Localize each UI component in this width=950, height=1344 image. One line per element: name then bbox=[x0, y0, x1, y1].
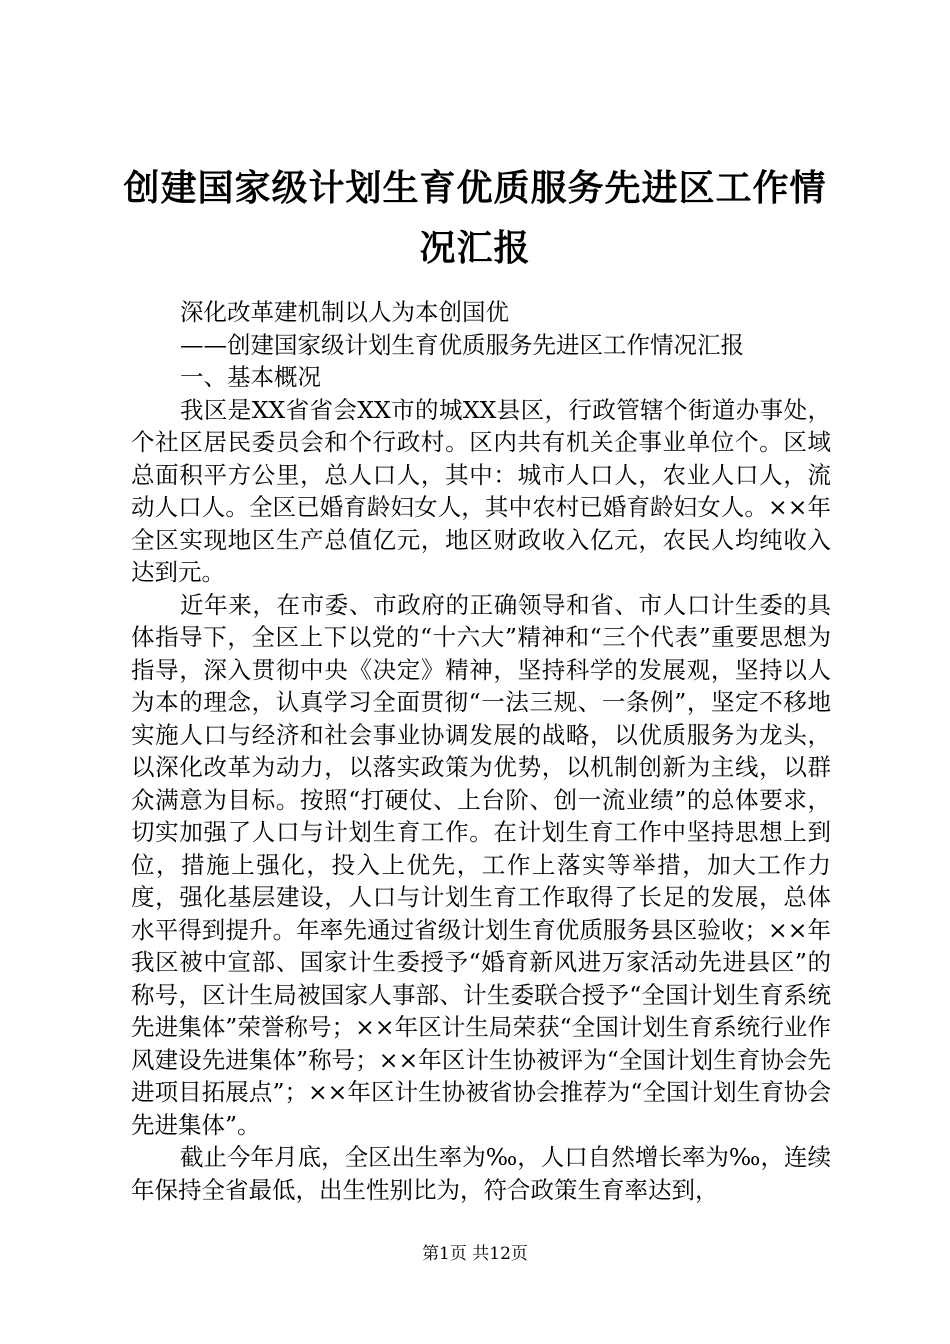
document-title: 创建国家级计划生育优质服务先进区工作情况汇报 bbox=[123, 167, 827, 269]
page-footer: 第1页 共12页 bbox=[422, 1244, 528, 1264]
subtitle-line-2: ——创建国家级计划生育优质服务先进区工作情况汇报 bbox=[180, 330, 744, 359]
section-heading-overview: 一、基本概况 bbox=[180, 363, 321, 391]
subtitle-line-1: 深化改革建机制以人为本创国优 bbox=[180, 298, 509, 326]
paragraph-achievements: 近年来，在市委、市政府的正确领导和省、市人口计生委的具体指导下，全区上下以党的“十六大”精神和“三个代表”重要思想为指导，深入贯彻中央《决定》精神，坚持科学的发展观，坚持以人为本的理念，认真学习全面贯彻“一法三规、一条例”，坚定不移地实施人口与经济和社会事业协调发展的战略，以优质服务为龙头，以深化改革为动力，以落实政策为优势，以机制创新为主线，以群众满意为目标。按照“打硬仗、上台阶、创一流业绩”的总体要求，切实加强了人口与计划生育工作。在计划生育工作中坚持思想上到位，措施上强化，投入上优先，工作上落实等举措，加大工作力度，强化基层建设，人口与计划生育工作取得了长足的发展，总体水平得到提升。年率先通过省级计划生育优质服务县区验收；××年我区被中宣部、国家计生委授予“婚育新风进万家活动先进县区”的称号，区计生局被国家人事部、计生委联合授予“全国计划生育系统先进集体”荣誉称号；××年区计生局荣获“全国计划生育系统行业作风建设先进集体”称号；××年区计生协被评为“全国计划生育协会先进项目拓展点”；××年区计生协被省协会推荐为“全国计划生育协会先进集体”。 bbox=[131, 590, 831, 1139]
paragraph-statistics: 截止今年月底，全区出生率为‰，人口自然增长率为‰，连续年保持全省最低，出生性别比为，符合政策生育率达到， bbox=[131, 1143, 831, 1204]
paragraph-overview: 我区是XX省省会XX市的城XX县区，行政管辖个街道办事处，个社区居民委员会和个行政村。区内共有机关企事业单位个。区域总面积平方公里，总人口人，其中：城市人口人，农业人口人，流动人口人。全区已婚育龄妇女人，其中农村已婚育龄妇女人。××年全区实现地区生产总值亿元，地区财政收入亿元，农民人均纯收入达到元。 bbox=[131, 395, 831, 586]
document-body bbox=[131, 296, 831, 1206]
